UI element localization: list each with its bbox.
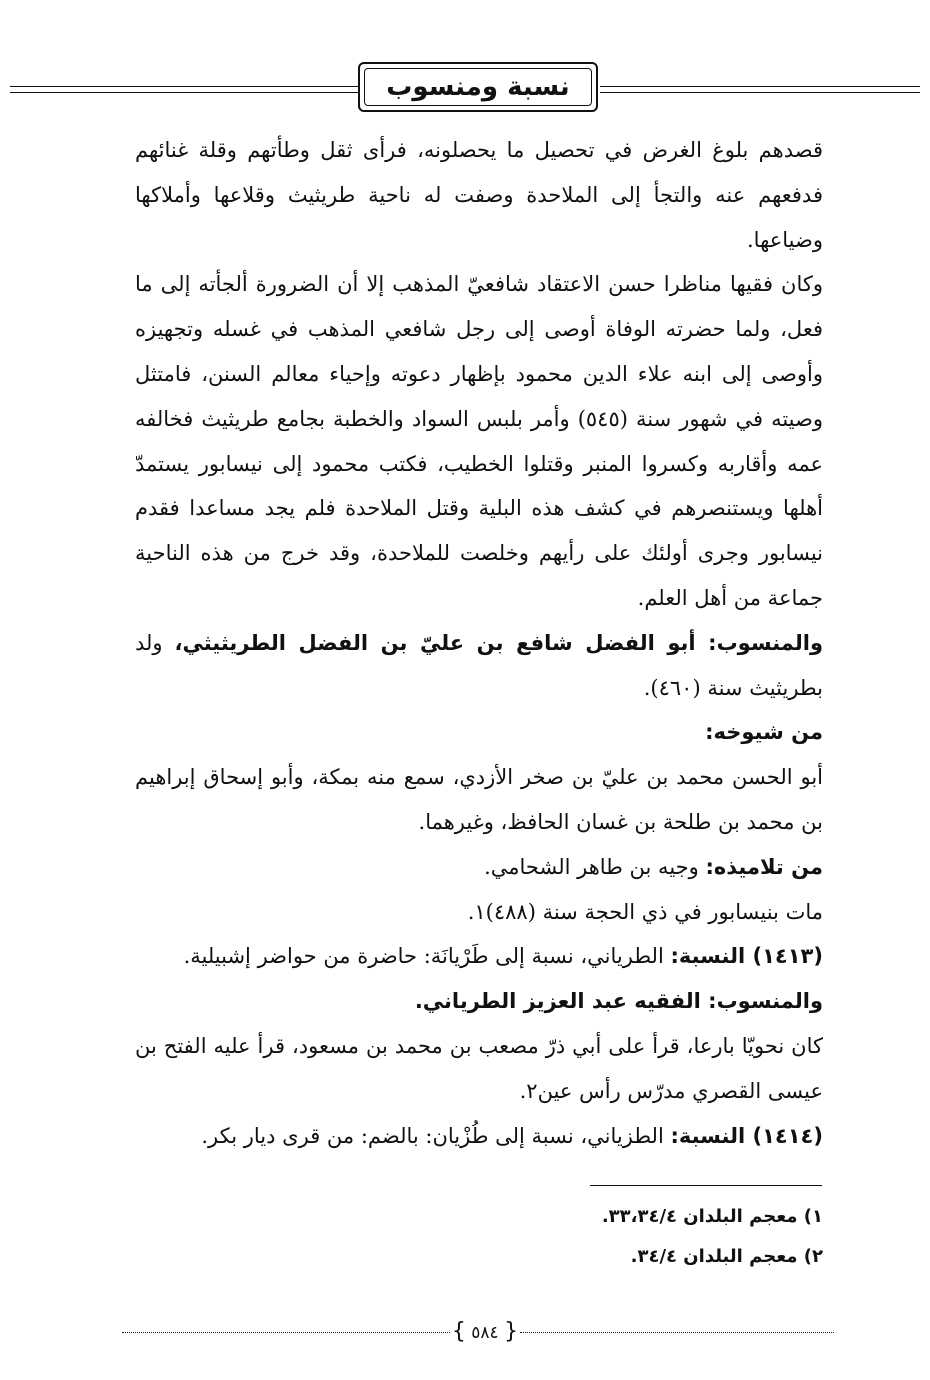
paragraph <box>135 262 823 620</box>
entry-name-paragraph <box>135 979 823 1024</box>
paragraph <box>135 1024 823 1114</box>
paragraph-text: مات بنيسابور في ذي الحجة سنة (٤٨٨)١. <box>467 899 823 924</box>
paragraph <box>135 128 823 262</box>
running-title: نسبة ومنسوب <box>386 72 570 102</box>
paragraph-text: الطرياني، نسبة إلى طَرْيانَة: حاضرة من حواضر إشبيلية. <box>183 944 671 969</box>
header-title-frame <box>358 62 598 112</box>
header-title-inner-frame <box>364 68 592 106</box>
header-rule-left-top <box>10 86 360 87</box>
paragraph <box>135 890 823 935</box>
students-paragraph <box>135 845 823 890</box>
paragraph-text: الطزياني، نسبة إلى طُزْيان: بالضم: من قرى ديار بكر. <box>201 1123 671 1148</box>
page-header <box>0 62 930 116</box>
paragraph-text: ولد بطريثيث سنة (٤٦٠). <box>135 630 823 700</box>
footnotes <box>135 1197 823 1277</box>
bold-lead: (١٤١٤) النسبة: <box>670 1123 823 1148</box>
brace-close-icon: } <box>504 1319 519 1344</box>
entry-1414 <box>135 1114 823 1159</box>
footer-rule-right <box>520 1332 834 1333</box>
bold-lead: من تلاميذه: <box>705 854 823 879</box>
page-number-frame <box>450 1320 520 1345</box>
header-rule-right-top <box>600 86 920 87</box>
bold-lead: والمنسوب: الفقيه عبد العزيز الطرياني. <box>414 989 823 1014</box>
entry-1413 <box>135 934 823 979</box>
footer-rule-left <box>122 1332 450 1333</box>
entry-name-paragraph <box>135 621 823 711</box>
paragraph-text: أبو الحسن محمد بن عليّ بن صخر الأزدي، سمع منه بمكة، وأبو إسحاق إبراهيم بن محمد بن طلحة بن غسان الحافظ، وغيرهما. <box>135 765 823 834</box>
section-heading <box>135 710 823 755</box>
paragraph <box>135 755 823 845</box>
paragraph-text: قصدهم بلوغ الغرض في تحصيل ما يحصلونه، فرأى ثقل وطأتهم وقلة غنائهم فدفعهم عنه والتجأ إلى الملاحدة وصفت له ناحية طريثيث وقلاعها وأملاكها وضياعها. <box>135 138 823 252</box>
page-number: ٥٨٤ <box>471 1323 499 1343</box>
main-text <box>135 128 823 1158</box>
footnote-separator <box>590 1185 822 1186</box>
paragraph-text: وجيه بن طاهر الشحامي. <box>484 854 706 879</box>
header-rule-right-bottom <box>600 92 920 93</box>
bold-lead: (١٤١٣) النسبة: <box>670 944 823 969</box>
page-footer <box>0 1320 930 1344</box>
paragraph-text: كان نحويّا بارعا، قرأ على أبي ذرّ مصعب بن محمد بن مسعود، قرأ عليه الفتح بن عيسى القصري مدرّس رأس عين٢. <box>135 1033 823 1103</box>
bold-lead: من شيوخه: <box>705 720 823 745</box>
brace-open-icon: { <box>451 1319 466 1344</box>
bold-lead: والمنسوب: أبو الفضل شافع بن عليّ بن الفضل الطريثيثي، <box>174 630 823 655</box>
header-rule-left-bottom <box>10 92 360 93</box>
paragraph-text: وكان فقيها مناظرا حسن الاعتقاد شافعيّ المذهب إلا أن الضرورة ألجأته إلى ما فعل، ولما حضرته الوفاة أوصى إلى رجل شافعي المذهب في غسله وتجهيزه وأوصى إلى ابنه علاء الدين محمود بإظهار دعوته وإحياء معالم السنن، فامتثل وصيته في شهور سنة (٥٤٥) وأمر بلبس السواد والخطبة بجامع طريثيث فخالفه عمه وأقاربه وكسروا المنبر وقتلوا الخطيب، فكتب محمود إلى نيسابور يستمدّ أهلها ويستنصرهم في كشف هذه البلية وقتل الملاحدة فلم يجد مساعدا فقدم نيسابور وجرى أولئك على رأيهم وخلصت للملاحدة، وقد خرج من هذه الناحية جماعة من أهل العلم. <box>135 272 823 610</box>
footnote: ٢) معجم البلدان ٣٤/٤. <box>630 1246 823 1267</box>
footnote: ١) معجم البلدان ٣٣،٣٤/٤. <box>601 1206 823 1227</box>
